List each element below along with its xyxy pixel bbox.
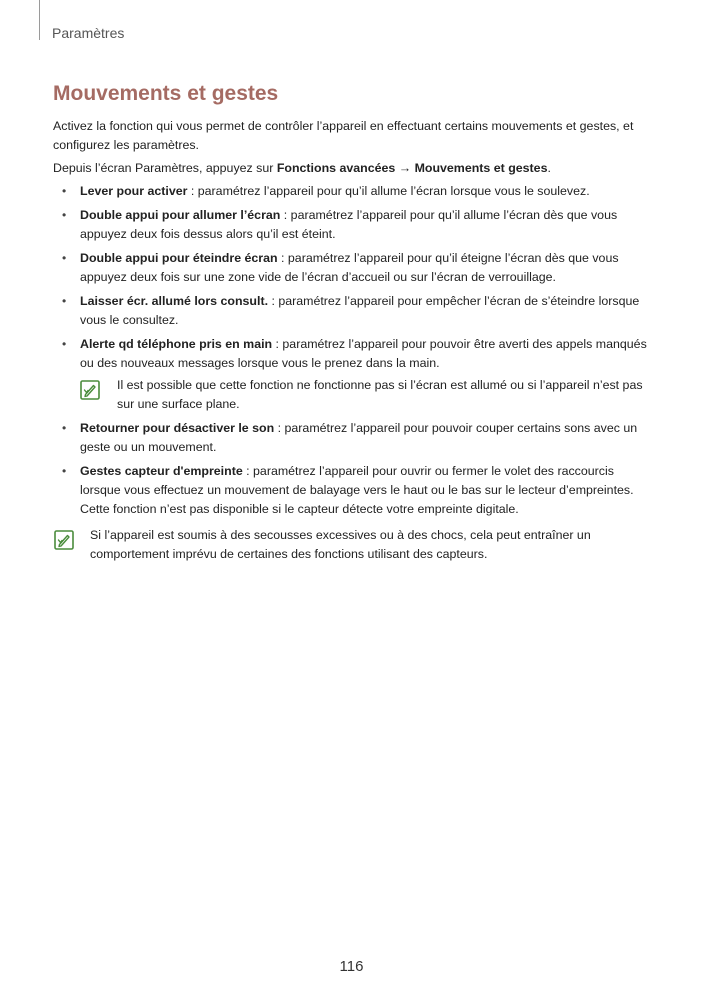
bullet-dot: • (62, 184, 67, 198)
main-content (53, 117, 653, 566)
bullet-dot: • (62, 421, 67, 435)
note-text: Si l’appareil est soumis à des secousses excessives ou à des chocs, cela peut entraîner un comportement imprévu de certaines des fonctions utilisant des capteurs. (90, 528, 591, 561)
feature-list (53, 182, 653, 519)
page-number: 116 (339, 958, 364, 975)
list-item (53, 335, 653, 414)
feature-description: : paramétrez l’appareil pour ouvrir ou fermer le volet des raccourcis lorsque vous effectuez un mouvement de balayage vers le haut ou le bas sur le lecteur d’empreintes. Cette fonction n’est pas disponible si le capteur détecte votre empreinte digitale. (80, 464, 634, 516)
note-pencil-icon (80, 380, 100, 400)
path-suffix: . (547, 161, 551, 175)
list-item (53, 249, 653, 287)
header-divider (39, 0, 40, 40)
navigation-path (53, 159, 653, 178)
bullet-dot: • (62, 251, 67, 265)
feature-description: : paramétrez l’appareil pour qu’il allume l’écran lorsque vous le soulevez. (187, 184, 590, 198)
feature-term: Laisser écr. allumé lors consult. (80, 294, 269, 308)
path-step-advanced-features: Fonctions avancées (276, 161, 396, 175)
intro-paragraph: Activez la fonction qui vous permet de contrôler l’appareil en effectuant certains mouvements et gestes, et configurez les paramètres. (53, 119, 634, 152)
list-item (53, 206, 653, 244)
feature-description: : paramétrez l’appareil pour pouvoir couper certains sons avec un geste ou un mouvement. (80, 421, 638, 454)
feature-term: Lever pour activer (80, 184, 188, 198)
note-pencil-icon (54, 530, 74, 550)
note-text: Il est possible que cette fonction ne fonctionne pas si l’écran est allumé ou si l’appareil n’est pas sur une surface plane. (117, 378, 643, 411)
bullet-dot: • (62, 337, 67, 351)
list-item (53, 462, 653, 519)
path-prefix: Depuis l’écran Paramètres, appuyez sur (53, 161, 277, 175)
feature-term: Double appui pour allumer l’écran (80, 208, 281, 222)
feature-description: : paramétrez l’appareil pour empêcher l’écran de s’éteindre lorsque vous le consultez. (80, 294, 640, 327)
feature-description: : paramétrez l’appareil pour pouvoir être averti des appels manqués ou des nouveaux messages lorsque vous le prenez dans la main. (80, 337, 647, 370)
list-item (53, 419, 653, 457)
path-step-motions-gestures: Mouvements et gestes (414, 161, 548, 175)
section-header: Paramètres (52, 25, 125, 41)
bullet-dot: • (62, 464, 67, 478)
feature-description: : paramétrez l’appareil pour qu’il éteigne l’écran dès que vous appuyez deux fois sur une zone vide de l’écran d’accueil ou sur l’écran de verrouillage. (80, 251, 619, 284)
feature-term: Retourner pour désactiver le son (80, 421, 275, 435)
path-arrow: → (395, 161, 415, 175)
page-title: Mouvements et gestes (53, 82, 279, 105)
feature-term: Alerte qd téléphone pris en main (80, 337, 273, 351)
bullet-dot: • (62, 208, 67, 222)
list-item (53, 292, 653, 330)
feature-term: Gestes capteur d'empreinte (80, 464, 243, 478)
feature-description: : paramétrez l’appareil pour qu’il allume l’écran dès que vous appuyez deux fois dessus alors qu’il est éteint. (80, 208, 618, 241)
feature-term: Double appui pour éteindre écran (80, 251, 278, 265)
list-item (53, 182, 653, 201)
note-sensor-shocks (53, 526, 653, 564)
note-pickup-alert (80, 376, 653, 414)
bullet-dot: • (62, 294, 67, 308)
